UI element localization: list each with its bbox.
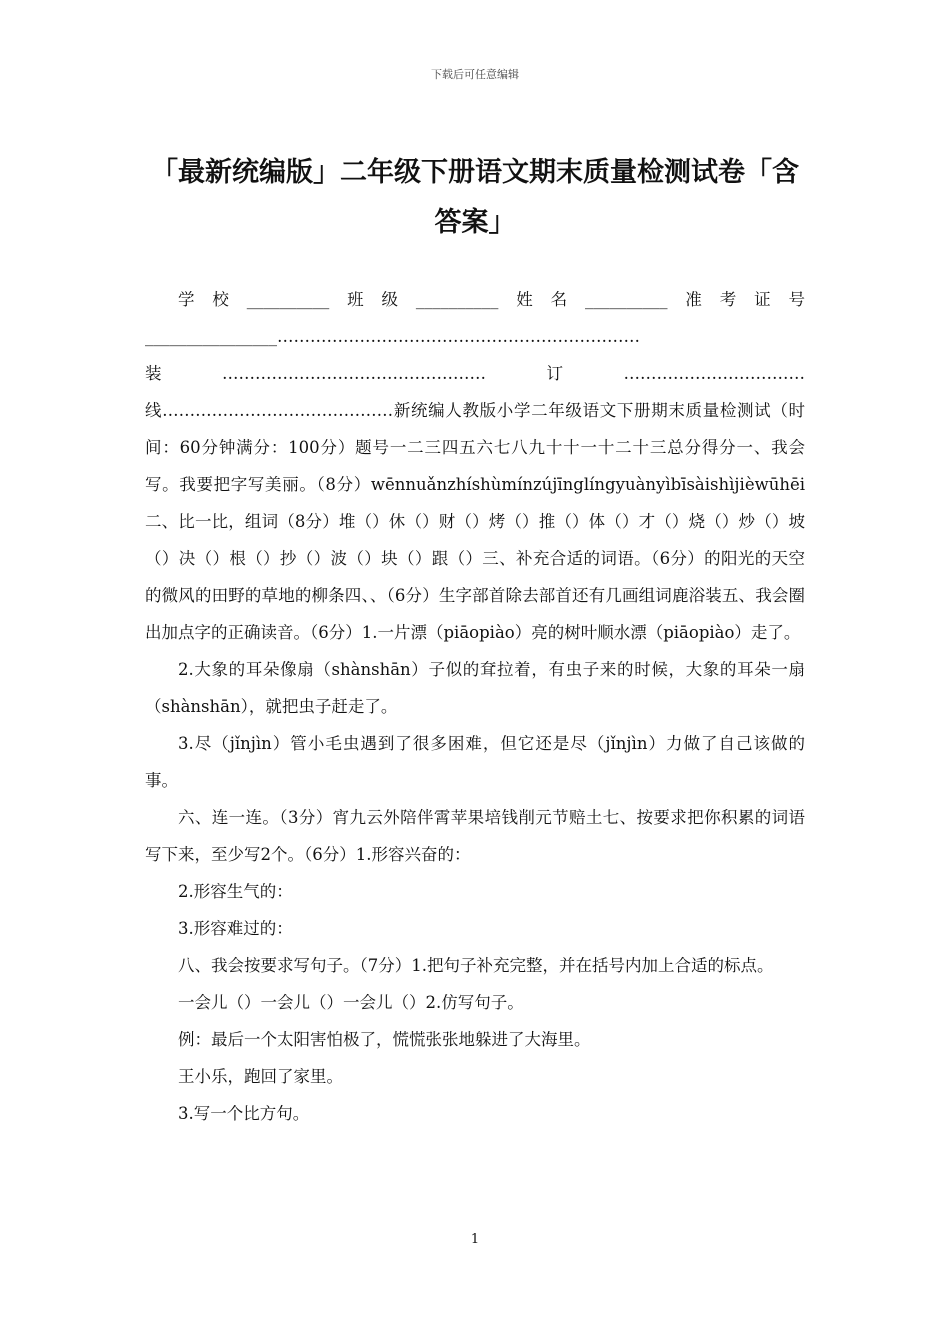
paragraph: 例：最后一个太阳害怕极了，慌慌张张地躲进了大海里。 [178, 1030, 591, 1049]
document-body [145, 281, 805, 1132]
paragraph: 八、我会按要求写句子。（7分）1.把句子补充完整，并在括号内加上合适的标点。 [178, 956, 774, 975]
page-title: 「最新统编版」二年级下册语文期末质量检测试卷「含答案」 [151, 157, 799, 238]
header-note: 下载后可任意编辑 [431, 68, 519, 81]
paragraph: 2.形容生气的： [178, 882, 293, 901]
paragraph: 3.形容难过的： [178, 919, 293, 938]
paragraph: 一会儿（）一会儿（）一会儿（）2.仿写句子。 [178, 993, 524, 1012]
paragraph: 学校__________班级__________姓名__________准考证号________________…………………………………………………………装…………………………………………订……………………………线……………………………………新统编人教版小学二年级语文下册期末质量检测试（时间：60分钟满分：100分）题号一二三四五六七八九十十一十二十三总分得分一、我会写。我要把字写美丽。（8分）wēnnuǎnzhíshùmínzújīnglíngyuànyìbīsàishìjièwūhēi二、比一比，组词（8分）堆（）休（）财（）烤（）推（）体（）才（）烧（）炒（）坡（）决（）根（）抄（）波（）块（）跟（）三、补充合适的词语。（6分）的阳光的天空的微风的田野的草地的柳条四、、（6分）生字部首除去部首还有几画组词鹿浴装五、我会圈出加点字的正确读音。（6分）1.一片漂（piāopiào）亮的树叶顺水漂（piāopiào）走了。 [145, 290, 805, 642]
paragraph: 王小乐，跑回了家里。 [178, 1067, 343, 1086]
paragraph: 3.尽（jǐnjìn）管小毛虫遇到了很多困难，但它还是尽（jǐnjìn）力做了自己该做的事。 [145, 734, 805, 790]
paragraph: 2.大象的耳朵像扇（shànshān）子似的耷拉着，有虫子来的时候，大象的耳朵一扇（shànshān），就把虫子赶走了。 [145, 660, 805, 716]
paragraph: 3.写一个比方句。 [178, 1104, 310, 1123]
paragraph: 六、连一连。（3分）宵九云外陪伴霄苹果培钱削元节赔土七、按要求把你积累的词语写下来，至少写2个。（6分）1.形容兴奋的： [145, 808, 805, 864]
page-number: 1 [470, 1232, 480, 1247]
